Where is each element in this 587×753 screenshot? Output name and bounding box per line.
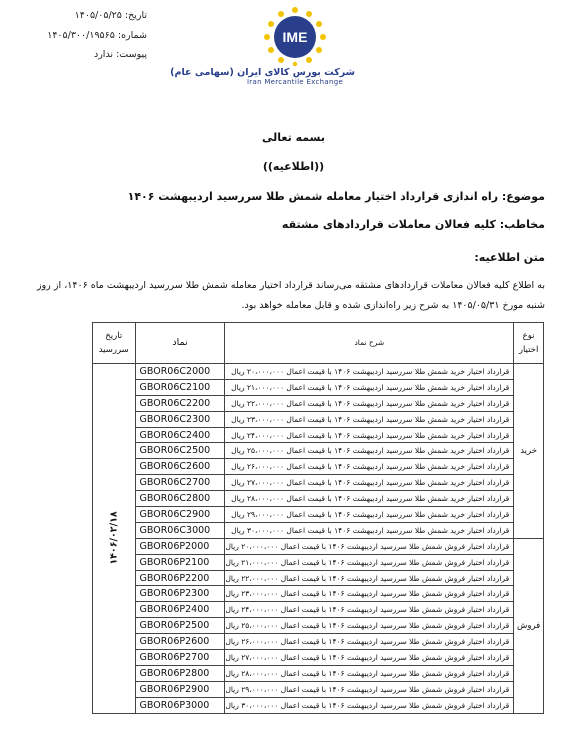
description-cell: قرارداد اختیار خرید شمش طلا سررسید اردیبهشت ۱۴۰۶ با قیمت اعمال ۲۱،۰۰۰،۰۰۰ ریال [225,379,514,395]
description-cell: قرارداد اختیار فروش شمش طلا سررسید اردیبهشت ۱۴۰۶ با قیمت اعمال ۲۰،۰۰۰،۰۰۰ ریال [225,538,514,554]
table-row [93,618,544,634]
description-cell: قرارداد اختیار فروش شمش طلا سررسید اردیبهشت ۱۴۰۶ با قیمت اعمال ۲۶،۰۰۰،۰۰۰ ریال [225,634,514,650]
table-row [93,681,544,697]
table-row [93,586,544,602]
symbol-cell: GBOR06C2000 [135,364,225,380]
table-row [93,427,544,443]
subject-line: موضوع: راه اندازی قرارداد اختیار معامله شمش طلا سررسید اردیبهشت ۱۴۰۶ [127,190,545,203]
description-cell: قرارداد اختیار خرید شمش طلا سررسید اردیبهشت ۱۴۰۶ با قیمت اعمال ۲۰،۰۰۰،۰۰۰ ریال [225,364,514,380]
expiry-cell [93,364,136,714]
option-type-cell: خرید [514,364,544,539]
table-header-row [93,323,544,364]
table-row [93,507,544,523]
addressee-line: مخاطب: کلیه فعالان معاملات قراردادهای مشتقه [281,218,545,231]
table-row [93,491,544,507]
symbol-cell: GBOR06P2800 [135,665,225,681]
basmala: بسمه تعالی [262,131,325,144]
description-cell: قرارداد اختیار خرید شمش طلا سررسید اردیبهشت ۱۴۰۶ با قیمت اعمال ۲۵،۰۰۰،۰۰۰ ریال [225,443,514,459]
symbol-cell: GBOR06C2100 [135,379,225,395]
symbol-cell: GBOR06P2600 [135,634,225,650]
ime-logo-icon [263,6,327,66]
table-row [93,602,544,618]
symbol-cell: GBOR06P2400 [135,602,225,618]
table-row [93,538,544,554]
table-row [93,554,544,570]
table-row [93,459,544,475]
contracts-table [92,322,544,714]
table-row [93,443,544,459]
description-cell: قرارداد اختیار فروش شمش طلا سررسید اردیبهشت ۱۴۰۶ با قیمت اعمال ۲۵،۰۰۰،۰۰۰ ریال [225,618,514,634]
table-row [93,522,544,538]
symbol-cell: GBOR06C3000 [135,522,225,538]
symbol-cell: GBOR06P2200 [135,570,225,586]
table-body [93,364,544,714]
description-cell: قرارداد اختیار فروش شمش طلا سررسید اردیبهشت ۱۴۰۶ با قیمت اعمال ۲۸،۰۰۰،۰۰۰ ریال [225,665,514,681]
description-cell: قرارداد اختیار خرید شمش طلا سررسید اردیبهشت ۱۴۰۶ با قیمت اعمال ۲۳،۰۰۰،۰۰۰ ریال [225,411,514,427]
symbol-cell: GBOR06P2500 [135,618,225,634]
company-logo [170,6,355,86]
description-cell: قرارداد اختیار خرید شمش طلا سررسید اردیبهشت ۱۴۰۶ با قیمت اعمال ۲۸،۰۰۰،۰۰۰ ریال [225,491,514,507]
table-row [93,650,544,666]
table-row [93,379,544,395]
symbol-cell: GBOR06P2900 [135,681,225,697]
table-row [93,395,544,411]
company-name-en: Iran Mercantile Exchange [246,78,344,86]
symbol-cell: GBOR06C2500 [135,443,225,459]
expiry-date: ۱۴۰۶/۰۲/۱۸ [108,511,120,565]
symbol-cell: GBOR06P2100 [135,554,225,570]
description-cell: قرارداد اختیار خرید شمش طلا سررسید اردیبهشت ۱۴۰۶ با قیمت اعمال ۲۴،۰۰۰،۰۰۰ ریال [225,427,514,443]
table-row [93,411,544,427]
header-symbol: نماد [135,323,225,364]
date-line: تاریخ: ۱۴۰۵/۰۵/۲۵ [74,10,147,21]
symbol-cell: GBOR06P3000 [135,697,225,713]
table-row [93,697,544,713]
table-row [93,475,544,491]
header-expiry: تاریخ سررسید [93,323,136,364]
description-cell: قرارداد اختیار فروش شمش طلا سررسید اردیبهشت ۱۴۰۶ با قیمت اعمال ۲۴،۰۰۰،۰۰۰ ریال [225,602,514,618]
header-option-type: نوع اختیار [514,323,544,364]
symbol-cell: GBOR06P2700 [135,650,225,666]
description-cell: قرارداد اختیار فروش شمش طلا سررسید اردیبهشت ۱۴۰۶ با قیمت اعمال ۲۲،۰۰۰،۰۰۰ ریال [225,570,514,586]
description-cell: قرارداد اختیار فروش شمش طلا سررسید اردیبهشت ۱۴۰۶ با قیمت اعمال ۲۳،۰۰۰،۰۰۰ ریال [225,586,514,602]
description-cell: قرارداد اختیار فروش شمش طلا سررسید اردیبهشت ۱۴۰۶ با قیمت اعمال ۲۷،۰۰۰،۰۰۰ ریال [225,650,514,666]
description-cell: قرارداد اختیار خرید شمش طلا سررسید اردیبهشت ۱۴۰۶ با قیمت اعمال ۲۲،۰۰۰،۰۰۰ ریال [225,395,514,411]
symbol-cell: GBOR06C2200 [135,395,225,411]
symbol-cell: GBOR06C2300 [135,411,225,427]
table-row [93,570,544,586]
description-cell: قرارداد اختیار فروش شمش طلا سررسید اردیبهشت ۱۴۰۶ با قیمت اعمال ۲۹،۰۰۰،۰۰۰ ریال [225,681,514,697]
description-cell: قرارداد اختیار خرید شمش طلا سررسید اردیبهشت ۱۴۰۶ با قیمت اعمال ۲۹،۰۰۰،۰۰۰ ریال [225,507,514,523]
description-cell: قرارداد اختیار خرید شمش طلا سررسید اردیبهشت ۱۴۰۶ با قیمت اعمال ۳۰،۰۰۰،۰۰۰ ریال [225,522,514,538]
symbol-cell: GBOR06C2700 [135,475,225,491]
body-heading: متن اطلاعیه: [474,251,545,264]
table-row [93,665,544,681]
description-cell: قرارداد اختیار فروش شمش طلا سررسید اردیبهشت ۱۴۰۶ با قیمت اعمال ۳۰،۰۰۰،۰۰۰ ریال [225,697,514,713]
symbol-cell: GBOR06C2900 [135,507,225,523]
notice-title: ((اطلاعیه)) [262,160,325,173]
table-row [93,364,544,380]
logo-mark-text: IME [282,29,308,45]
table-row [93,634,544,650]
description-cell: قرارداد اختیار فروش شمش طلا سررسید اردیبهشت ۱۴۰۶ با قیمت اعمال ۲۱،۰۰۰،۰۰۰ ریال [225,554,514,570]
symbol-cell: GBOR06C2400 [135,427,225,443]
attachment-line: پیوست: ندارد [93,49,147,60]
header-description: شرح نماد [225,323,514,364]
symbol-cell: GBOR06C2600 [135,459,225,475]
number-line: شماره: ۱۴۰۵/۳۰۰/۱۹۵۶۵ [47,30,147,41]
symbol-cell: GBOR06C2800 [135,491,225,507]
description-cell: قرارداد اختیار خرید شمش طلا سررسید اردیبهشت ۱۴۰۶ با قیمت اعمال ۲۷،۰۰۰،۰۰۰ ریال [225,475,514,491]
company-name-fa: شرکت بورس کالای ایران (سهامی عام) [170,67,355,78]
symbol-cell: GBOR06P2300 [135,586,225,602]
description-cell: قرارداد اختیار خرید شمش طلا سررسید اردیبهشت ۱۴۰۶ با قیمت اعمال ۲۶،۰۰۰،۰۰۰ ریال [225,459,514,475]
body-paragraph: به اطلاع کلیه فعالان معاملات قراردادهای مشتقه می‌رساند قرارداد اختیار معامله شمش طلا سررسید اردیبهشت ماه ۱۴۰۶، از روز شنبه مورخ ۱۴۰۵/۰۵/۳۱ به شرح زیر راه‌اندازی شده و قابل معامله خواهد بود. [37,280,545,311]
symbol-cell: GBOR06P2000 [135,538,225,554]
option-type-cell: فروش [514,538,544,713]
